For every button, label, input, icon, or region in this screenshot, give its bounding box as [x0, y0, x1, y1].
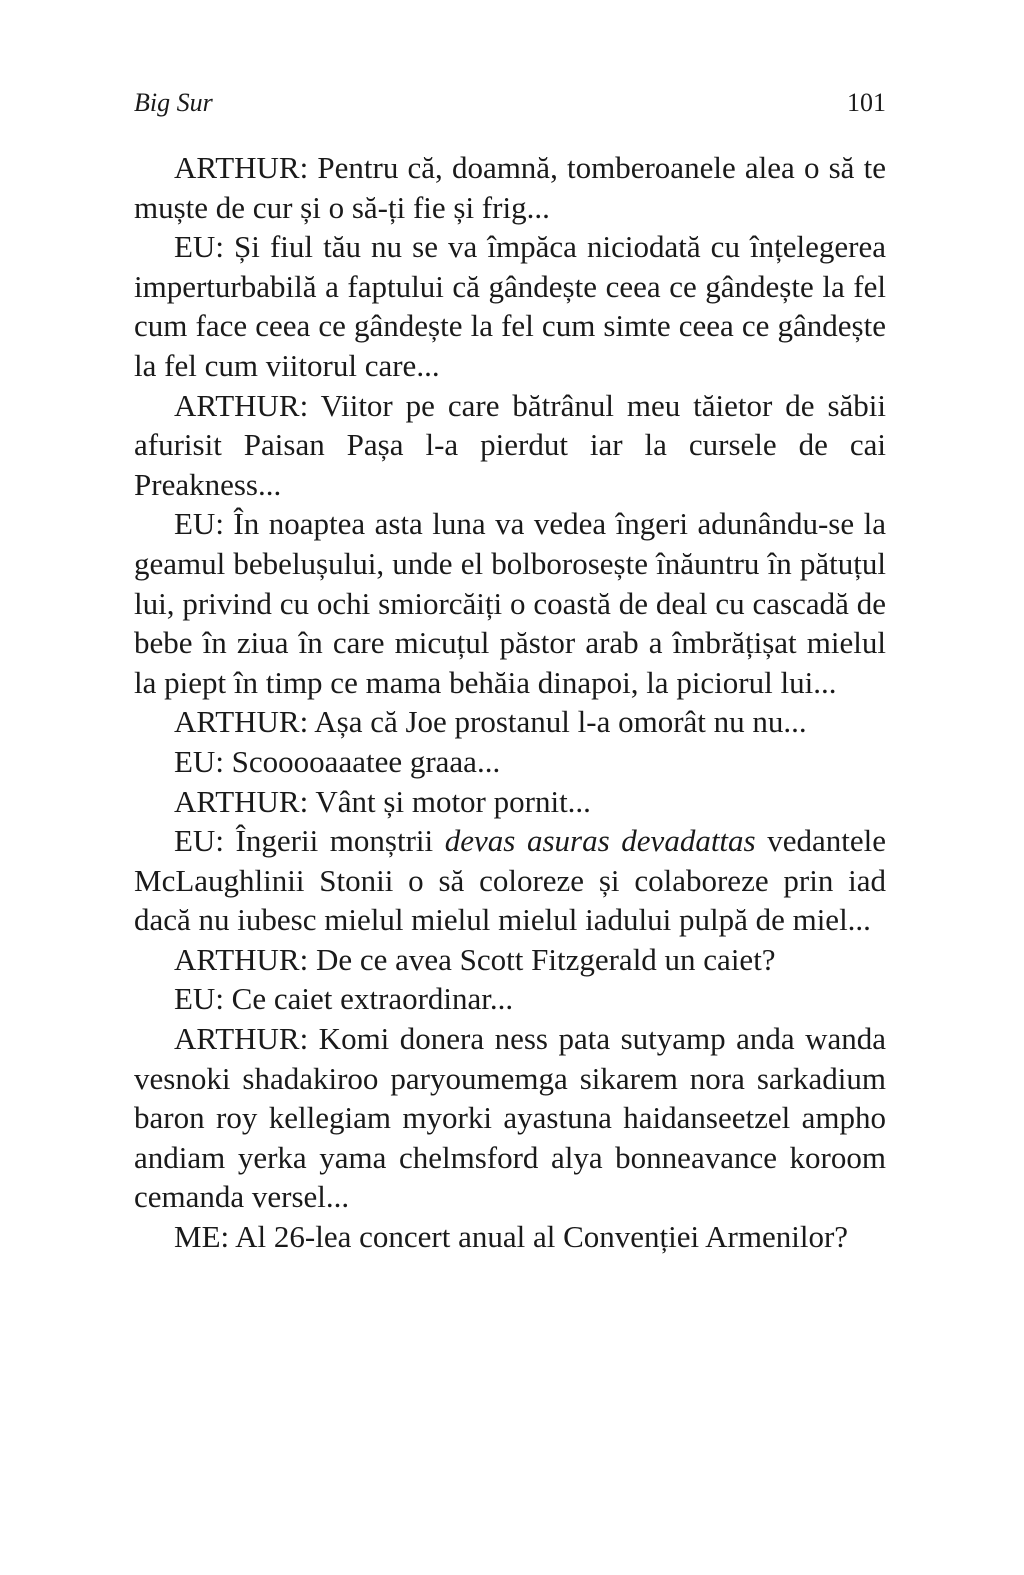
book-title: Big Sur [134, 88, 213, 117]
paragraph-arthur-2: ARTHUR: Viitor pe care bătrânul meu tăietor de săbii afurisit Paisan Pașa l-a pierdut iar la cursele de cai Preakness... [134, 387, 886, 502]
paragraph-arthur-4: ARTHUR: Vânt și motor pornit... [174, 783, 591, 819]
paragraph-eu-4-rest: vedantele McLaughlinii Stonii o să coloreze și colaboreze prin iad dacă nu iubesc mielul mielul mielul iadului pulpă de miel... [134, 823, 886, 938]
paragraph-eu-1: EU: Și fiul tău nu se va împăca niciodată cu înțelegerea imperturbabilă a faptului că gândește ceea ce gândește la fel cum face ceea ce gândește la fel cum simte ceea ce gândește la fel cum viitorul care... [134, 229, 886, 383]
paragraph-eu-4-lead: EU: Îngerii monștrii [174, 823, 445, 859]
paragraph-arthur-1: ARTHUR: Pentru că, doamnă, tomberoanele alea o să te muște de cur și o să-ți fie și frig... [134, 150, 886, 225]
paragraph-arthur-6: ARTHUR: Komi donera ness pata sutyamp anda wanda vesnoki shadakiroo paryoumemga sikarem nora sarkadium baron roy kellegiam myorki ayastuna haidanseetzel ampho andiam yerka yama chelmsford alya bonneavance koroom cemanda versel... [134, 1021, 886, 1215]
paragraph-eu-4 [134, 821, 886, 940]
page-body [134, 148, 886, 1257]
paragraph-eu-3: EU: Scooooaaatee graaa... [174, 743, 501, 779]
paragraph-arthur-5: ARTHUR: De ce avea Scott Fitzgerald un caiet? [174, 941, 776, 977]
paragraph-eu-5: EU: Ce caiet extraordinar... [174, 981, 514, 1017]
page-number: 101 [847, 88, 886, 117]
paragraph-arthur-3: ARTHUR: Așa că Joe prostanul l-a omorât nu nu... [174, 704, 807, 740]
paragraph-eu-4-italic: devas asuras devadattas [444, 823, 756, 859]
running-header [134, 88, 886, 128]
paragraph-me-1: ME: Al 26-lea concert anual al Convenției Armenilor? [174, 1219, 849, 1255]
paragraph-eu-2: EU: În noaptea asta luna va vedea îngeri adunându-se la geamul bebelușului, unde el bolborosește înăuntru în pătuțul lui, privind cu ochi smiorcăiți o coastă de deal cu cascadă de bebe în ziua în care micuțul păstor arab a îmbrățișat mielul la piept în timp ce mama behăia dinapoi, la piciorul lui... [134, 506, 886, 700]
